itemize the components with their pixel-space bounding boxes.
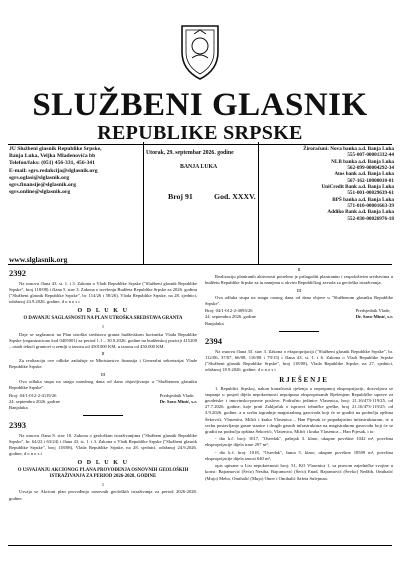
bank-account-line: Atos bank a.d. Banja Luka: [334, 171, 394, 178]
signatory-role: Predsjednik Vlade,: [355, 308, 391, 314]
paragraph: - dio k.č. broj: 1017, "Osredak", pašnjak 3. klase, ukupne površine 1042 m², površina eksproprijacije dijela trase 297 m²,: [205, 436, 393, 448]
document-city: Banjaluka: [9, 404, 28, 410]
paragraph: Realizaciju planiranih aktivnosti potrebno je prilagoditi planiranim i raspoloživim sredstvima u budžetu Republike Srpske za tu namjenu u okviru Republičkog zavoda za geološka istraživanja.: [205, 274, 393, 286]
signature-block: [9, 393, 197, 411]
left-column: [9, 266, 197, 503]
act-number: 2393: [9, 419, 26, 430]
signatory-name: Dr. Savo Minić, s.r.: [355, 314, 393, 320]
publisher-line: sgrs.oglasi@slglasnik.org: [9, 174, 70, 181]
paragraph: Na osnovu člana 43. st. 1. i 3. Zakona o Vladi Republike Srpske ("Službeni glasnik Republike Srpske", broj 118/08) i člana 5. stav 3. Zakona o izvršenju Budžeta Republike Srpske za 2026. godinu ("Službeni glasnik Republike Srpske", br. 114/26 i 58/26), Vlada Republike Srpske, na 28. sjednici, održanoj 24.9.2026. godine, d o n o s i: [9, 281, 197, 305]
bank-accounts: [262, 146, 394, 222]
bank-account-line: 567-162-10000010-81: [347, 177, 394, 184]
header-bottom-rule: [8, 264, 392, 265]
separator: [279, 331, 319, 332]
document-number: Broj: 04/1-012-2-4119/26: [9, 392, 57, 398]
paragraph: Daje se saglasnost na Plan utroška sredstava granta budžetskom korisniku Vlada Republike Srpske (organizaciono kod 0405001) za period 1.1 – 30.9.2026. godine na budžetskoj poziciji 415200 – ostali tekući grantovi u zemlji u iznosu od 4501000 KM, u iznosu od 450.000 KM.: [9, 331, 197, 349]
document-city: Banjaluka: [205, 320, 224, 326]
document-number: Broj: 04/1-012-2-4093/26: [205, 308, 253, 314]
publisher-line: sgrs.finansije@slglasnik.org: [9, 182, 77, 189]
gazette-subtitle: REPUBLIKE SRPSKE: [97, 122, 303, 144]
separator: [83, 415, 123, 416]
paragraph: Na osnovu člana 8. stav 10. Zakona o geološkim istraživanjima ("Službeni glasnik Republike Srpske", br. 64/22 i 63/24) i člana 43. st. 1. i 3. Zakona o Vladi Republike Srpske ("Službeni glasnik Republike Srpske", broj 118/08), Vlada Republike Srpske, na 28. sjednici, održanoj 24.9.2026. godine, d o n o s i: [9, 432, 197, 457]
document-date: 24. septembra 2026. godine: [9, 398, 60, 404]
publisher-line: JU Službeni glasnik Republike Srpske,: [9, 146, 102, 152]
bank-account-line: 551-001-00029639-61: [347, 190, 394, 197]
bank-account-line: NLB banka a.d. Banja Luka: [331, 158, 394, 165]
publisher-line: Banja Luka, Veljka Mlađenovića bb: [9, 153, 96, 160]
publisher-line: Telefon/faks: (051) 456-331, 456-341: [9, 160, 95, 167]
bank-accounts-title: Žiroračuni: Nova banka a.d. Banja Luka: [303, 146, 394, 152]
document-date: 24. septembra 2026. godine: [205, 314, 256, 320]
signatory-role: Predsjednik Vlade,: [159, 392, 195, 398]
paragraph: 1. Republici Srpskoj, nakon konačnosti rješenja o nepotpunoj eksproprijaciji, dozvoljava se stupanje u posjed dijela nepokretnosti nepotpuno eksproprisanih Rješenjem Republičke uprave za geodetske i imovinsko-pravne poslove, Područno jedinice Vlasenica, broj: 21.16/473-119/25, od 27.7.2026. godine, koje prati Zaključak o ispravci tehničke greške, broj 21.16/473-119/25, od 3.9.2026. godine, a u svrhu izgradnje magistralnog gasovoda koji će se graditi na području opština Šekovići, Vlasenica, Milići i kraka Vlasenica – Han Pijesak te pripadajućim infrastrukturom, te u svrhu postavljanja gasne stanice i drugih gasnih infrastruktura na magistralnom gasovodu koji će se graditi na području opština Šekovići, Vlasenica, Milići i kraka Vlasenica – Han Pijesak, i to:: [205, 386, 393, 434]
act-number: 2394: [205, 335, 222, 346]
signatory-name: Dr. Savo Minić, s.r.: [159, 398, 197, 404]
act-subtitle: O USVAJANJU AKCIONOG PLANA PROVOĐENJA OSNOVNIH GEOLOŠKIH ISTRAŽIVANJA ZA PERIOD 2026-2028. GODINE: [17, 468, 189, 480]
paragraph: Ova odluka stupa na snagu narednog dana od dana objavljivanja u "Službenom glasniku Republike Srpske".: [9, 379, 197, 391]
paragraph: opis upisane u List nepokretnosti broj: 51, KO Vlasenica 1, sa pravom zajedničke svojine u korist: Bajramović (Šećo) Nesiha, Bajramović (Šećo) Enad, Bajramović (Ševko) Nedžib, Omihalić (Mujo) Meho, Omihalić (Mujo) Omer i Omihalić Safeta Sulejman.: [205, 463, 393, 481]
bank-account-line: 555-007-00001332-44: [347, 152, 394, 159]
section-number: III: [296, 287, 302, 293]
gazette-title: SLUŽBENI GLASNIK: [32, 87, 368, 123]
section-number: III: [100, 371, 106, 377]
act-title: O D L U K U: [77, 308, 129, 315]
right-column: [205, 266, 393, 483]
header-divider: [258, 142, 259, 264]
issue-year: God. XXXV.: [214, 192, 256, 201]
coat-of-arms-icon: [176, 22, 224, 82]
bank-account-line: 552-030-00026976-18: [347, 215, 394, 222]
section-number: I: [102, 482, 104, 488]
section-number: II: [101, 351, 105, 357]
paragraph: - dio k.č. broj: 1018, "Osredak", šuma 5. klase, ukupne površine 18509 m², površina eksproprijacije dijela iznosi 640 m²,: [205, 449, 393, 461]
bank-account-line: Addiko Bank a.d. Banja Luka: [327, 209, 394, 216]
bank-account-line: BPŠ banka a.d. Banja Luka: [332, 196, 394, 203]
signature-block: [205, 308, 393, 326]
act-subtitle: O DAVANJU SAGLASNOSTI NA PLAN UTROŠKA SREDSTAVA GRANTA: [23, 316, 183, 322]
header-top-rule: [8, 144, 392, 145]
act-title: RJEŠENJE: [279, 376, 329, 384]
issue-number: Broj 91: [168, 192, 193, 201]
paragraph: Usvaja se Akcioni plan provođenja osnovnih geoloških istraživanja za period 2026-2028. godine.: [9, 489, 197, 501]
publisher-line: sgrs.online@slglasnik.org: [9, 189, 71, 196]
bank-account-line: 562-099-00004292-34: [347, 165, 394, 172]
act-number: 2392: [9, 268, 26, 278]
issue-date: Utorak, 29. septembar 2026. godine: [146, 150, 234, 156]
paragraph: Na osnovu člana 33. stav 3. Zakona o eksproprijaciji ("Službeni glasnik Republike Srpske", br. 112/06, 37/07, 66/08, 110/08 i 79/15) i člana 43. st. 1. i 6. Zakona o Vladi Republike Srpske ("Službeni glasnik Republike Srpske", broj 118/08), Vlada Republike Srpske, na 27. sjednici, održanoj 18.9.2026. godine, d o n o s i: [205, 348, 393, 372]
section-number: I: [102, 324, 104, 330]
footer-rule: [8, 545, 392, 546]
bank-account-line: 571-010-00001663-39: [347, 203, 394, 210]
section-number: II: [297, 267, 301, 272]
website-link[interactable]: www.slglasnik.org: [9, 255, 68, 264]
paragraph: Ova odluka stupa na snagu osmog dana od dana objave u "Službenom glasniku Republike Srpske".: [205, 294, 393, 306]
publisher-info: [9, 146, 149, 264]
issue-city: BANJA LUKA: [180, 164, 218, 170]
publisher-line: E-mail: sgrs.redakcija@slglasnik.org: [9, 167, 98, 174]
act-title: O D L U K U: [77, 460, 129, 467]
bank-account-line: UniCredit Bank a.d. Banja Luka: [321, 184, 394, 191]
paragraph: Za realizaciju ove odluke zadužuje se Ministarstvo finansija i Generalni sekretarijat Vlade Republike Srpske.: [9, 358, 197, 370]
